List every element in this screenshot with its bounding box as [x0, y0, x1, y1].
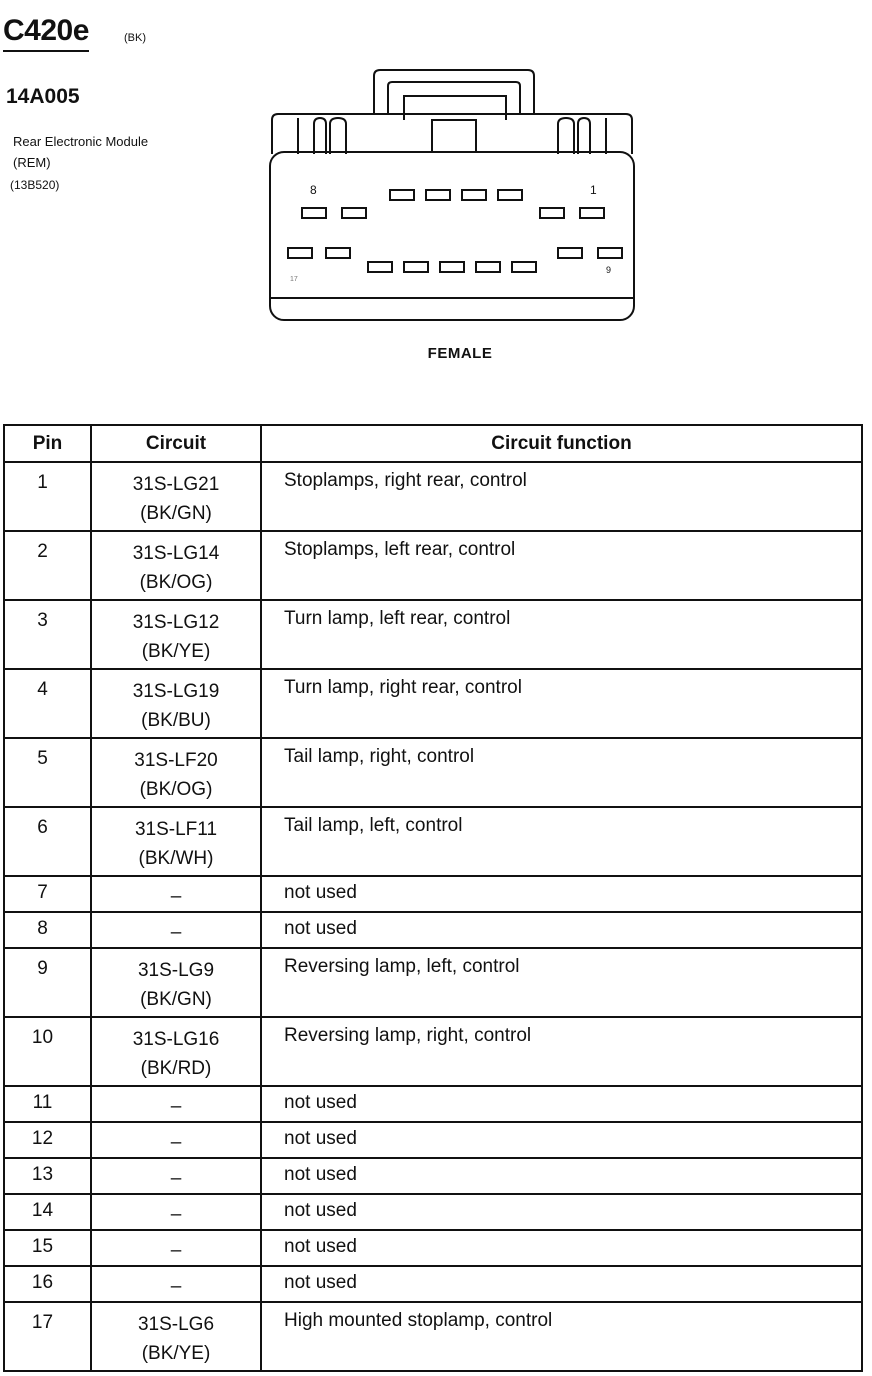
circuit-id: –	[170, 886, 182, 907]
pin-cavity	[462, 190, 486, 200]
wire-color: (BK/OG)	[139, 779, 213, 800]
pin-cavity	[512, 262, 536, 272]
circuit-cell	[91, 876, 261, 912]
pin-cavity	[368, 262, 392, 272]
header-circuit: Circuit	[91, 425, 261, 462]
circuit-function: Turn lamp, left rear, control	[261, 600, 862, 669]
circuit-function: Stoplamps, left rear, control	[261, 531, 862, 600]
table-row	[4, 1230, 862, 1266]
circuit-cell	[91, 1017, 261, 1086]
pin-number: 17	[4, 1302, 91, 1371]
pin-cavity	[390, 190, 414, 200]
pin-number: 10	[4, 1017, 91, 1086]
pin-number: 9	[4, 948, 91, 1017]
table-row	[4, 807, 862, 876]
table-header-row	[4, 425, 862, 462]
pin-cavity	[498, 190, 522, 200]
table-row	[4, 600, 862, 669]
circuit-cell	[91, 1302, 261, 1371]
circuit-function: not used	[261, 1122, 862, 1158]
circuit-id: 31S-LG21	[132, 474, 220, 495]
circuit-id: 31S-LG12	[132, 612, 220, 633]
circuit-function: not used	[261, 1158, 862, 1194]
pin-cavity	[302, 208, 326, 218]
circuit-function: Stoplamps, right rear, control	[261, 462, 862, 531]
pin-label-8: 8	[310, 183, 317, 197]
circuit-id: –	[170, 922, 182, 943]
table-row	[4, 462, 862, 531]
pin-cavity	[476, 262, 500, 272]
circuit-id: 31S-LG9	[137, 960, 215, 981]
circuit-cell	[91, 738, 261, 807]
circuit-id: 31S-LG6	[137, 1314, 215, 1335]
part-number: 14A005	[6, 85, 80, 108]
table-row	[4, 1194, 862, 1230]
pin-cavity	[598, 248, 622, 258]
pin-label-17: 17	[290, 276, 298, 283]
pin-number: 13	[4, 1158, 91, 1194]
connector-face-diagram	[262, 62, 642, 332]
table-row	[4, 1017, 862, 1086]
circuit-function: Reversing lamp, left, control	[261, 948, 862, 1017]
table-row	[4, 1302, 862, 1371]
circuit-function: not used	[261, 912, 862, 948]
circuit-function: Tail lamp, right, control	[261, 738, 862, 807]
circuit-cell	[91, 462, 261, 531]
pin-number: 11	[4, 1086, 91, 1122]
circuit-id: 31S-LG19	[132, 681, 220, 702]
circuit-function: not used	[261, 876, 862, 912]
circuit-cell	[91, 1230, 261, 1266]
pin-number: 5	[4, 738, 91, 807]
pin-cavity	[426, 190, 450, 200]
pin-cavity	[580, 208, 604, 218]
pin-number: 14	[4, 1194, 91, 1230]
circuit-cell	[91, 1122, 261, 1158]
circuit-cell	[91, 600, 261, 669]
circuit-function: High mounted stoplamp, control	[261, 1302, 862, 1371]
wire-color: (BK/OG)	[139, 572, 213, 593]
circuit-cell	[91, 1086, 261, 1122]
table-row	[4, 1122, 862, 1158]
wire-color: (BK/WH)	[138, 848, 214, 869]
pin-cavity	[326, 248, 350, 258]
circuit-id: –	[170, 1276, 182, 1297]
pin-cavity	[288, 248, 312, 258]
circuit-cell	[91, 669, 261, 738]
pin-number: 8	[4, 912, 91, 948]
circuit-cell	[91, 1194, 261, 1230]
circuit-id: –	[170, 1168, 182, 1189]
circuit-cell	[91, 807, 261, 876]
connector-latch	[374, 70, 534, 114]
circuit-id: –	[170, 1132, 182, 1153]
header-pin: Pin	[4, 425, 91, 462]
header-circuit-function: Circuit function	[261, 425, 862, 462]
circuit-cell	[91, 1266, 261, 1302]
wire-color: (BK/GN)	[140, 989, 212, 1010]
table-row	[4, 669, 862, 738]
module-code: (13B520)	[10, 178, 60, 192]
circuit-function: not used	[261, 1230, 862, 1266]
circuit-id: 31S-LG16	[132, 1029, 220, 1050]
wire-color: (BK/YE)	[141, 641, 211, 662]
diagram-caption: FEMALE	[427, 345, 493, 362]
pin-table	[3, 424, 863, 1372]
circuit-function: Turn lamp, right rear, control	[261, 669, 862, 738]
pin-label-1: 1	[590, 183, 597, 197]
circuit-cell	[91, 912, 261, 948]
wire-color: (BK/BU)	[141, 710, 211, 731]
circuit-function: Reversing lamp, right, control	[261, 1017, 862, 1086]
circuit-function: not used	[261, 1194, 862, 1230]
circuit-id: –	[170, 1240, 182, 1261]
circuit-id: 31S-LF11	[134, 819, 218, 840]
table-row	[4, 876, 862, 912]
circuit-cell	[91, 1158, 261, 1194]
pin-label-9: 9	[606, 265, 612, 275]
connector-color-code: (BK)	[124, 32, 146, 44]
circuit-id: –	[170, 1204, 182, 1225]
pin-number: 15	[4, 1230, 91, 1266]
table-row	[4, 1266, 862, 1302]
connector-id: C420e	[3, 14, 89, 52]
circuit-cell	[91, 531, 261, 600]
pin-number: 12	[4, 1122, 91, 1158]
table-row	[4, 1158, 862, 1194]
pin-number: 16	[4, 1266, 91, 1302]
circuit-id: 31S-LF20	[134, 750, 218, 771]
pin-number: 7	[4, 876, 91, 912]
table-row	[4, 1086, 862, 1122]
table-row	[4, 948, 862, 1017]
wire-color: (BK/YE)	[141, 1343, 211, 1364]
wire-color: (BK/GN)	[140, 503, 212, 524]
module-name: Rear Electronic Module (REM)	[13, 134, 149, 170]
circuit-id: 31S-LG14	[132, 543, 220, 564]
circuit-function: Tail lamp, left, control	[261, 807, 862, 876]
pin-cavity	[342, 208, 366, 218]
circuit-id: –	[170, 1096, 182, 1117]
table-row	[4, 738, 862, 807]
pin-cavity	[440, 262, 464, 272]
pin-number: 4	[4, 669, 91, 738]
connector-body	[270, 152, 634, 320]
circuit-function: not used	[261, 1266, 862, 1302]
circuit-function: not used	[261, 1086, 862, 1122]
circuit-cell	[91, 948, 261, 1017]
table-row	[4, 531, 862, 600]
table-row	[4, 912, 862, 948]
pin-number: 1	[4, 462, 91, 531]
wire-color: (BK/RD)	[140, 1058, 212, 1079]
pin-number: 3	[4, 600, 91, 669]
pin-number: 6	[4, 807, 91, 876]
pin-number: 2	[4, 531, 91, 600]
pin-cavity	[404, 262, 428, 272]
pin-cavity	[558, 248, 582, 258]
pin-cavity	[540, 208, 564, 218]
